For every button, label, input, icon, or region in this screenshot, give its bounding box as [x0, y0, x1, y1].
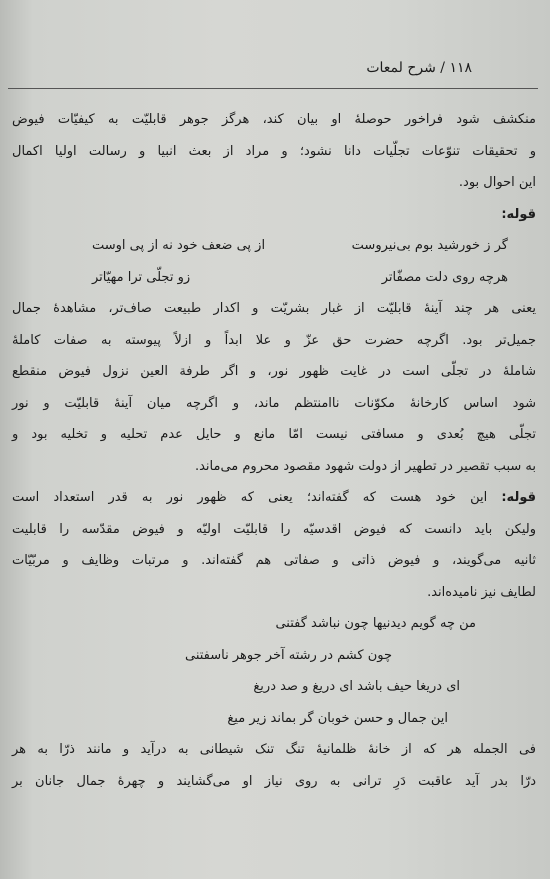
text-line: و تحقیقات تنوّعات تجلّیات دانا نشود؛ و مراد از بعث انبیا و رسالت اولیا اکمال [12, 143, 536, 159]
poem-line: چون کشم در رشته آخر جوهر ناسفتنی [185, 647, 392, 663]
qawluh-label: قوله: [501, 490, 536, 505]
verse-hemistich: گر ز خورشید بوم بی‌نیروست [351, 238, 508, 253]
text-line: جمیل‌تر بود. اگرچه حضرت حق عزّ و علا ابداً و ازلاً پیوسته به صفات کاملهٔ [12, 332, 536, 348]
verse-hemistich: هرچه روی دلت مصفّاتر [381, 269, 508, 285]
text-line: شود اساس کارخانهٔ مکوّنات ناامنتظم ماند، و اگرچه میان آینهٔ قابلیّت و نور [12, 395, 536, 411]
poem-line: این جمال و حسن خوبان گر بماند زیر میغ [227, 710, 448, 726]
verse-hemistich: از پی ضعف خود نه از پی اوست [92, 238, 266, 253]
text-line: به سبب تقصیر در تطهیر از دولت شهود مقصود محروم می‌ماند. [194, 458, 536, 474]
qawluh-line [12, 482, 536, 514]
text-line: شاملهٔ در تجلّی است در غایت ظهور نور، و اگر طرفة العین نزول فیوض منقطع [12, 364, 536, 379]
qawluh-label: قوله: [501, 206, 536, 222]
text-line: فی الجمله هر که از خانهٔ ظلمانیهٔ تنگ تنک شیطانی به درآید و مانند ذرّا به هر [12, 742, 536, 757]
poem-line: ای دریغا حیف باشد ای دریغ و صد دریغ [253, 679, 460, 694]
text-span: این خود هست که گفته‌اند؛ یعنی که ظهور نور به قدر استعداد است [12, 490, 488, 505]
verse-couplet [12, 230, 536, 262]
body-text [12, 104, 536, 797]
text-line: تجلّی هیچ بُعدی و مسافتی نیست امّا مانع و حایل عدم تحلیه و تخلیه بود و [12, 427, 536, 442]
text-line: ثانیه می‌گویند، و فیوض ذاتی و صفاتی هم گفته‌اند. و مرتبات وظایف و مربّیّات [12, 553, 536, 568]
text-line: درّا بدر آید عاقبت دَرِ ترانی به روی نیاز او می‌گشایند و چهرهٔ جمال جانان بر [12, 773, 536, 789]
verse-hemistich: زو تجلّی ترا مهیّاتر [92, 269, 191, 285]
poem-line: من چه گویم دیدنیها چون نباشد گفتنی [275, 616, 476, 631]
header-rule [8, 88, 538, 89]
verse-couplet [12, 262, 536, 294]
text-line: این احوال بود. [458, 175, 536, 190]
text-line: ولیکن باید دانست که فیوض اقدسیّه را قابلیّت اولیّه و فیوض مقدّسه را قابلیت [12, 521, 536, 537]
text-line: یعنی هر چند آینهٔ قابلیّت از غبار بشریّت و اکدار طبیعت صاف‌تر، مشاهدهٔ جمال [12, 301, 536, 316]
running-header: ۱۱۸ / شرح لمعات [366, 60, 472, 76]
text-line: لطایف نیز نامیده‌اند. [427, 584, 536, 600]
text-line: منکشف شود فراخور حوصلهٔ او بیان کند، هرگز جوهر قابلیّت به کیفیّات فیوض [12, 112, 536, 127]
